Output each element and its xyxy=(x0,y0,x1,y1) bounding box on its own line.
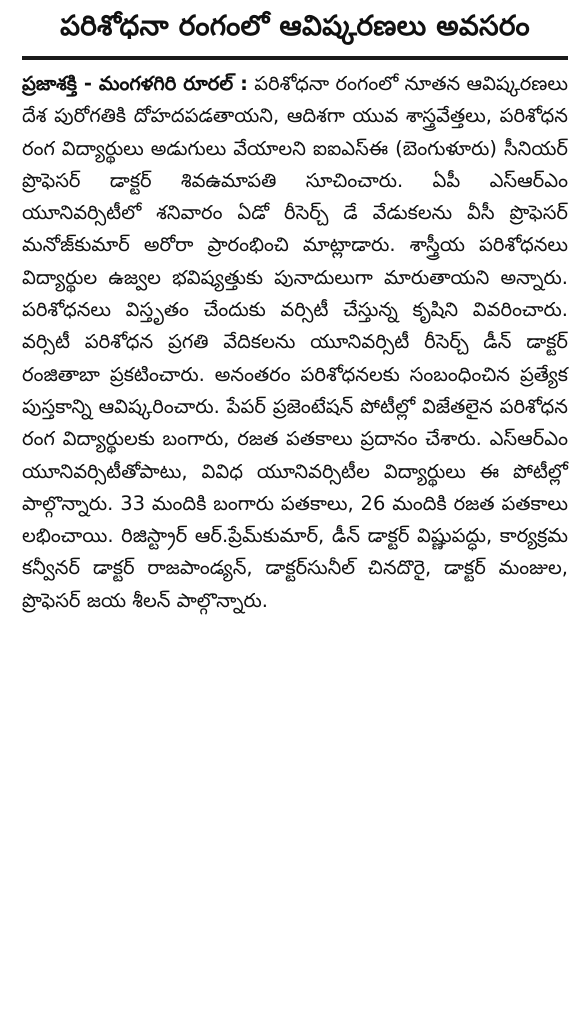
article-headline: పరిశోధనా రంగంలో ఆవిష్కరణలు అవసరం xyxy=(60,9,530,42)
headline-divider xyxy=(22,56,568,60)
article-body xyxy=(22,68,568,617)
article-body-text: పరిశోధనా రంగంలో నూతన ఆవిష్కరణలు దేశ పురోగతికి దోహదపడతాయని, ఆదిశగా యువ శాస్త్రవేత్తలు, పరిశోధన రంగ విద్యార్థులు అడుగులు వేయాలని ఐఐఎస్‌ఈ (బెంగుళూరు) సీనియర్ ప్రొఫెసర్ డాక్టర్ శివఉమాపతి సూచించారు. ఏపీ ఎస్ఆర్ఎం యూనివర్సిటీలో శనివారం ఏడో రీసెర్చ్ డే వేడుకలను వీసీ ప్రొఫెసర్ మనోజ్‌కుమార్ అరోరా ప్రారంభించి మాట్లాడారు. శాస్త్రీయ పరిశోధనలు విద్యార్థుల ఉజ్వల భవిష్యత్తుకు పునాదులుగా మారుతాయని అన్నారు. పరిశోధనలు విస్తృతం చేందుకు వర్సిటీ చేస్తున్న కృషిని వివరించారు. వర్సిటీ పరిశోధన ప్రగతి వేదికలను యూనివర్సిటీ రీసెర్చ్ డీన్ డాక్టర్ రంజితాబా ప్రకటించారు. అనంతరం పరిశోధనలకు సంబంధించిన ప్రత్యేక పుస్తకాన్ని ఆవిష్కరించారు. పేపర్ ప్రజెంటేషన్ పోటీల్లో విజేతలైన పరిశోధన రంగ విద్యార్థులకు బంగారు, రజత పతకాలు ప్రదానం చేశారు. ఎస్ఆర్ఎం యూనివర్సిటీతోపాటు, వివిధ యూనివర్సిటీల విద్యార్థులు ఈ పోటీల్లో పాల్గొన్నారు. 33 మందికి బంగారు పతకాలు, 26 మందికి రజత పతకాలు లభించాయి. రిజిస్ట్రార్ ఆర్.ప్రేమ్‌కుమార్, డీన్ డాక్టర్ విష్ణుపద్ధు, కార్యక్రమ కన్వీనర్ డాక్టర్ రాజపాండ్యన్, డాక్టర్‌సునీల్ చినదొరై, డాక్టర్ మంజుల, ప్రొఫెసర్ జయ శీలన్ పాల్గొన్నారు. xyxy=(22,72,568,612)
article-dateline: ప్రజాశక్తి - మంగళగిరి రూరల్ : xyxy=(22,72,248,95)
